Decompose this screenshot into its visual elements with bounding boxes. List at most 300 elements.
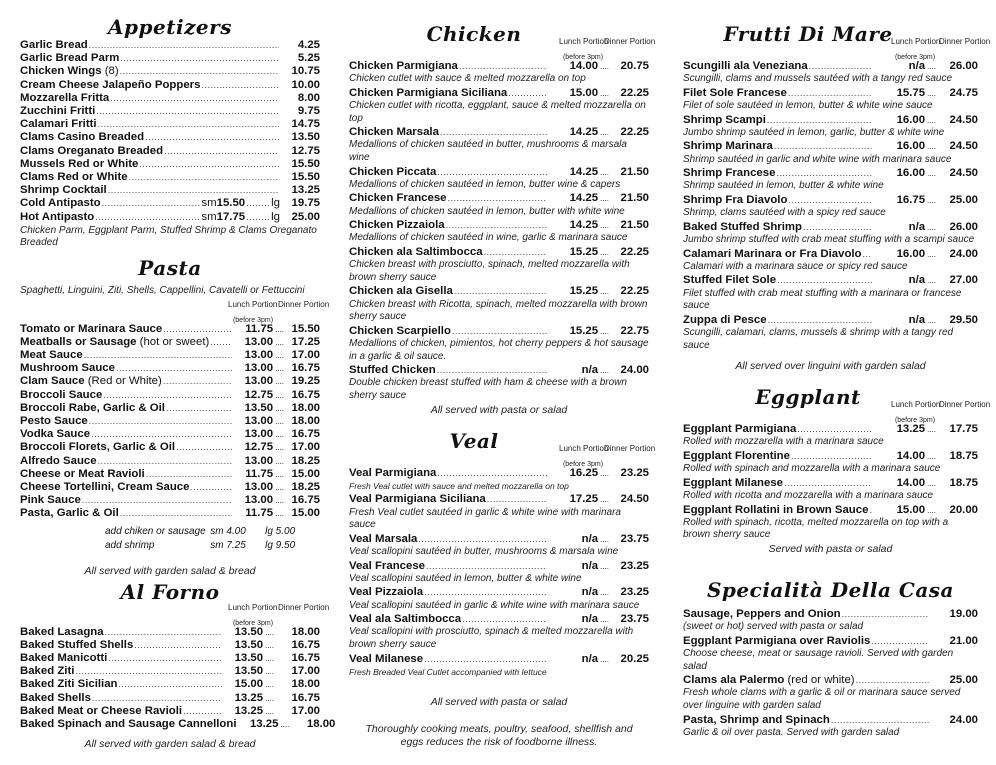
item-name: Veal Pizzaiola <box>349 586 424 599</box>
menu-item <box>20 441 320 454</box>
frutti-list <box>683 60 978 352</box>
price-separator: .... <box>265 667 274 677</box>
item-name: Chicken Parmigiana <box>349 60 458 72</box>
menu-item <box>20 92 320 105</box>
leader-dots <box>809 60 872 73</box>
item-price: 13.25 <box>291 184 320 197</box>
eggplant-title: Eggplant <box>755 385 861 410</box>
item-price: 10.00 <box>291 78 320 91</box>
lunch-price: 13.25 <box>249 718 279 731</box>
leader-dots <box>176 441 232 454</box>
menu-item <box>683 314 978 327</box>
specialita-title: Specialità Della Casa <box>706 577 955 602</box>
item-price <box>233 349 320 362</box>
food-safety-warning: Thoroughly cooking meats, poultry, seafood, shellfish and eggs reduces the risk of foodborne illness. <box>365 723 633 749</box>
item-description: Veal scallopini sautéed in garlic & white wine with marinara sauce <box>349 599 640 611</box>
lunch-price: 13.50 <box>234 625 264 638</box>
leader-dots <box>163 375 232 388</box>
price-separator: .... <box>275 377 284 387</box>
appetizers-list <box>20 39 320 197</box>
price-separator: .... <box>275 390 284 400</box>
menu-item <box>20 494 320 507</box>
leader-dots <box>89 415 232 428</box>
menu-item <box>349 285 649 298</box>
leader-dots <box>462 613 547 626</box>
veal-portion-header: Lunch Portion Dinner Portion (before 3pm) <box>559 443 656 468</box>
item-name: Shrimp Cocktail <box>20 184 107 197</box>
price-separator: .... <box>600 326 609 336</box>
item-price <box>548 533 649 546</box>
leader-dots <box>768 314 873 327</box>
item-description: Rolled with spinach, ricotta, melted mozzarella on top with a brown sherry sauce <box>683 516 949 541</box>
item-price <box>873 450 978 463</box>
price-separator: .... <box>927 425 936 435</box>
dinner-price: 26.00 <box>949 60 978 72</box>
leader-dots <box>118 678 222 691</box>
menu-item <box>20 39 320 52</box>
item-price <box>873 248 978 261</box>
item-name-note: (red or white) <box>784 674 855 687</box>
leader-dots <box>452 325 547 338</box>
leader-dots <box>96 105 279 118</box>
dinner-price: 29.50 <box>949 313 978 326</box>
item-price <box>233 455 320 468</box>
dinner-price: 21.50 <box>620 192 649 205</box>
item-price <box>548 219 649 232</box>
lunch-price: 13.00 <box>244 494 274 507</box>
item-name: Chicken ala Saltimbocca <box>349 245 483 258</box>
eggplant-portion-header: Lunch Portion Dinner Portion (before 3pm) <box>891 400 991 425</box>
menu-item <box>20 79 320 92</box>
item-description: Chicken cutlet with sauce & melted mozzarella on top <box>349 73 586 85</box>
leader-dots <box>418 533 547 546</box>
item-description: Veal scallopini sautéed in butter, mushrooms & marsala wine <box>349 545 619 557</box>
eggplant-list <box>683 423 978 542</box>
price-separator: .... <box>600 167 609 177</box>
item-name: Zuppa di Pesce <box>683 313 767 326</box>
dinner-price: 25.00 <box>949 193 978 206</box>
dinner-price: 18.00 <box>291 401 320 414</box>
menu-item <box>683 87 978 100</box>
leader-dots <box>437 364 547 377</box>
menu-item <box>20 639 320 652</box>
dinner-price: 21.50 <box>620 219 649 232</box>
menu-item <box>20 105 320 118</box>
item-name: Alfredo Sauce <box>20 454 97 467</box>
leader-dots <box>446 219 548 232</box>
price-separator: .... <box>600 247 609 257</box>
price-separator: .... <box>927 142 936 152</box>
price-separator: .... <box>275 403 284 413</box>
leader-dots <box>134 639 222 652</box>
alforno-list <box>20 625 336 732</box>
item-name: Chicken Piccata <box>349 165 437 178</box>
item-price: 8.00 <box>297 91 320 104</box>
leader-dots <box>487 493 547 506</box>
chicken-title: Chicken <box>426 22 522 46</box>
menu-item <box>20 184 320 197</box>
price-separator: .... <box>927 276 936 286</box>
dinner-price: 20.00 <box>949 503 978 516</box>
item-description: Shrimp, clams sautéed with a spicy red sauce <box>683 207 886 219</box>
price-separator: .... <box>927 478 936 488</box>
dinner-price: 16.75 <box>291 638 320 651</box>
menu-item <box>20 131 320 144</box>
menu-item <box>20 171 320 184</box>
leader-dots <box>856 674 929 687</box>
item-name: Veal Marsala <box>349 532 418 545</box>
hot-antipasto-item: Hot Antipasto ..... sm 17.75 ..... lg 25.00 <box>20 211 320 224</box>
menu-item <box>683 194 978 207</box>
menu-item <box>683 450 978 463</box>
lunch-price: 13.00 <box>244 481 274 494</box>
lunch-price: 12.75 <box>244 441 274 454</box>
dinner-price: 24.50 <box>949 113 978 126</box>
dinner-price: 16.75 <box>291 494 320 507</box>
leader-dots <box>484 246 548 259</box>
lunch-price: 16.00 <box>896 140 926 153</box>
price-separator: .... <box>280 720 290 730</box>
lunch-price: 15.00 <box>896 503 926 516</box>
dinner-price: 18.00 <box>306 718 336 731</box>
veal-list <box>349 467 649 679</box>
item-price <box>548 325 649 338</box>
price-separator: .... <box>275 417 284 427</box>
item-description: Fresh whole clams with a garlic & oil or marinara sauce served over linguine with garden salad <box>683 687 961 711</box>
menu-item <box>20 402 320 415</box>
price-separator: .... <box>275 509 284 519</box>
addon-lg-price: lg 5.00 <box>265 525 296 537</box>
menu-item <box>683 274 978 287</box>
lunch-price: n/a <box>581 613 599 626</box>
item-description: Medallions of chicken sautéed in wine, garlic & marinara sauce <box>349 232 628 244</box>
leader-dots <box>777 274 872 287</box>
pasta-note: All served with garden salad & bread <box>84 564 256 577</box>
menu-item <box>683 114 978 127</box>
price-separator: .... <box>600 221 609 231</box>
dinner-price: 22.25 <box>620 126 649 139</box>
dinner-price: 19.25 <box>291 375 320 388</box>
item-description: Fresh Veal cutlet sautéed in garlic & white wine with marinara sauce <box>349 506 621 531</box>
leader-dots <box>424 653 547 666</box>
price-separator: .... <box>265 640 274 650</box>
item-price <box>548 192 649 205</box>
price-separator: .... <box>927 249 936 259</box>
price-separator: .... <box>600 561 609 571</box>
lunch-price: 11.75 <box>245 507 274 520</box>
item-name: Baked Ziti <box>20 665 75 678</box>
dinner-price: 24.75 <box>949 86 978 99</box>
item-price: 12.75 <box>291 144 320 157</box>
item-price <box>548 87 649 100</box>
item-name: Veal ala Saltimbocca <box>349 613 462 626</box>
leader-dots <box>183 705 222 718</box>
dinner-price: 24.00 <box>620 364 649 377</box>
item-price <box>233 389 320 402</box>
item-description: Medallions of chicken sautéed in lemon, butter with white wine <box>349 205 625 217</box>
menu-item <box>349 325 649 338</box>
alforno-note: All served with garden salad & bread <box>84 738 256 751</box>
item-description: Chicken breast with Ricotta, spinach, melted mozzarella with brown sherry sauce <box>349 298 648 323</box>
addon-label: add shrimp <box>105 539 155 551</box>
dinner-price: 18.75 <box>949 476 978 489</box>
leader-dots <box>863 248 873 261</box>
item-price: 21.00 <box>949 634 978 647</box>
item-price: 5.25 <box>297 52 320 65</box>
dinner-price: 18.25 <box>291 481 320 494</box>
item-price <box>233 507 320 520</box>
leader-dots <box>116 362 232 375</box>
menu-item <box>349 87 649 100</box>
price-separator: .... <box>275 364 284 374</box>
leader-dots <box>842 608 929 621</box>
menu-item <box>349 613 649 626</box>
item-price <box>873 314 978 327</box>
item-name: Veal Parmigiana Siciliana <box>349 493 486 506</box>
menu-item <box>349 364 649 377</box>
frutti-title: Frutti Di Mare <box>723 22 893 46</box>
item-name: Tomato or Marinara Sauce <box>20 322 163 335</box>
item-name: Clams Oreganato Breaded <box>20 144 164 157</box>
menu-item <box>683 608 978 621</box>
addon-sm-price: sm 7.25 <box>210 539 246 551</box>
item-name: Clams Casino Breaded <box>20 131 145 144</box>
lunch-price: 13.50 <box>244 401 274 414</box>
dinner-price: 24.50 <box>620 493 649 506</box>
item-price <box>873 114 978 127</box>
lunch-price: 13.00 <box>244 335 274 348</box>
column-middle <box>349 0 656 749</box>
item-price <box>548 246 649 259</box>
lunch-price: 16.00 <box>896 167 926 180</box>
item-price: 24.00 <box>949 713 978 726</box>
item-description: Chicken breast with prosciutto, spinach, melted mozzarella with brown sherry sauce <box>349 259 630 283</box>
menu-item <box>683 674 978 687</box>
item-price <box>223 639 320 652</box>
item-description: Rolled with spinach and mozzarella with a marinara sauce <box>683 463 941 475</box>
item-price <box>233 494 320 507</box>
menu-item <box>20 375 320 388</box>
menu-item <box>20 349 320 362</box>
item-name: Clam Sauce (Red or White) <box>20 375 162 388</box>
lunch-price: 15.00 <box>569 86 599 99</box>
price-separator: .... <box>275 469 284 479</box>
item-name: Shrimp Scampi <box>683 113 766 126</box>
item-name: Cream Cheese Jalapeño Poppers <box>20 78 201 91</box>
leader-dots <box>440 126 547 139</box>
leader-dots <box>791 450 872 463</box>
lunch-price: 14.25 <box>569 165 599 178</box>
item-name: Stuffed Filet Sole <box>683 274 777 287</box>
dinner-price: 16.75 <box>291 691 320 704</box>
item-name: Eggplant Parmigiana over Raviolis <box>683 634 871 647</box>
item-description: Veal scallopini sautéed in lemon, butter & white wine <box>349 572 582 584</box>
dinner-price: 20.25 <box>620 652 649 665</box>
item-price <box>548 166 649 179</box>
lunch-price: 12.75 <box>244 388 274 401</box>
veal-title: Veal <box>449 428 499 453</box>
menu-item <box>20 65 320 78</box>
dinner-price: 23.75 <box>620 613 649 626</box>
item-description: Garlic & oil over pasta. Served with garden salad <box>683 726 900 738</box>
item-name: Shrimp Marinara <box>683 140 773 153</box>
leader-dots <box>788 87 872 100</box>
item-name: Baked Meat or Cheese Ravioli <box>20 704 183 717</box>
leader-dots <box>98 455 233 468</box>
item-description: Calamari with a marinara sauce or spicy red sauce <box>683 260 908 272</box>
item-price: 13.50 <box>291 131 320 144</box>
menu-item <box>20 52 320 65</box>
item-price <box>238 718 335 731</box>
price-separator: .... <box>927 222 936 232</box>
leader-dots <box>91 428 232 441</box>
price-separator: .... <box>600 495 609 505</box>
price-separator: .... <box>265 706 274 716</box>
item-price <box>548 653 649 666</box>
price-separator: .... <box>265 693 274 703</box>
menu-item <box>349 586 649 599</box>
lunch-price: 15.25 <box>569 285 599 298</box>
item-name: Cheese Tortellini, Cream Sauce <box>20 481 190 494</box>
leader-dots <box>110 92 279 105</box>
item-name: Veal Francese <box>349 559 425 572</box>
menu-item <box>20 428 320 441</box>
price-separator: .... <box>275 351 284 361</box>
leader-dots <box>424 586 547 599</box>
item-description: (sweet or hot) served with pasta or salad <box>683 621 864 633</box>
menu-item <box>20 389 320 402</box>
dinner-price: 17.00 <box>291 441 320 454</box>
price-separator: .... <box>275 324 284 334</box>
item-price <box>873 274 978 287</box>
lunch-price: 15.75 <box>896 86 926 99</box>
menu-item <box>683 248 978 261</box>
item-description: Shrimp sautéed in garlic and white wine with marinara sauce <box>683 153 952 165</box>
lunch-price: n/a <box>581 586 599 599</box>
item-price <box>233 428 320 441</box>
dinner-price: 16.75 <box>291 362 320 375</box>
lunch-price: 13.25 <box>234 691 264 704</box>
item-name: Broccoli Sauce <box>20 388 103 401</box>
lunch-price: 13.00 <box>244 375 274 388</box>
item-name: Pesto Sauce <box>20 415 88 428</box>
price-separator: .... <box>927 115 936 125</box>
menu-item <box>683 140 978 153</box>
menu-item <box>20 507 320 520</box>
item-name: Chicken ala Gisella <box>349 285 453 298</box>
item-description: Fresh Breaded Veal Cutlet accompanied with lettuce <box>349 666 547 677</box>
alforno-portion-header: Lunch Portion Dinner Portion (before 3pm) <box>228 602 330 627</box>
item-description: Veal scallopini with prosciutto, spinach & melted mozzarella with brown sherry sauce <box>349 626 634 650</box>
lunch-price: 11.75 <box>245 322 274 335</box>
dinner-price: 21.50 <box>620 165 649 178</box>
menu-item <box>20 118 320 131</box>
leader-dots <box>120 65 279 78</box>
item-name: Chicken Marsala <box>349 126 439 139</box>
menu-item <box>20 362 320 375</box>
lunch-price: 17.25 <box>569 493 599 506</box>
item-name: Broccoli Florets, Garlic & Oil <box>20 441 176 454</box>
dinner-price: 17.00 <box>291 349 320 362</box>
item-price <box>223 678 320 691</box>
item-price <box>873 167 978 180</box>
dinner-price: 23.75 <box>620 532 649 545</box>
item-price: 25.00 <box>949 674 978 687</box>
lunch-price: 14.00 <box>896 476 926 489</box>
item-name: Mussels Red or White <box>20 157 139 170</box>
item-description: Double chicken breast stuffed with ham & cheese with a brown sherry sauce <box>349 377 627 401</box>
leader-dots <box>164 145 279 158</box>
item-name: Garlic Bread <box>20 39 88 51</box>
dinner-price: 20.75 <box>620 60 649 72</box>
item-name: Chicken Wings (8) <box>20 65 119 78</box>
lunch-price: n/a <box>908 220 926 233</box>
dinner-price: 17.00 <box>291 665 320 678</box>
item-description: Medallions of chicken sautéed in lemon, butter wine & capers <box>349 178 621 190</box>
item-price <box>548 364 649 377</box>
item-description: Choose cheese, meat or sausage ravioli. Served with garden salad <box>683 647 954 672</box>
leader-dots <box>120 507 232 520</box>
leader-dots <box>89 39 279 52</box>
lunch-price: 14.00 <box>896 449 926 462</box>
alforno-title: Al Forno <box>120 579 220 604</box>
leader-dots <box>788 194 872 207</box>
dinner-price: 16.75 <box>291 428 320 441</box>
item-name: Scungilli ala Veneziana <box>683 60 808 72</box>
dinner-price: 22.25 <box>620 245 649 258</box>
leader-dots <box>129 171 279 184</box>
menu-item <box>683 504 978 517</box>
item-price <box>223 705 320 718</box>
dinner-price: 24.50 <box>949 167 978 180</box>
dinner-price: 22.75 <box>620 324 649 337</box>
item-name: Baked Stuffed Shells <box>20 638 134 651</box>
menu-item <box>349 560 649 573</box>
item-name: Chicken Francese <box>349 192 447 205</box>
leader-dots <box>784 477 872 490</box>
price-separator: .... <box>927 88 936 98</box>
chicken-portion-header: Lunch Portion Dinner Portion (before 3pm) <box>559 37 656 61</box>
chicken-list <box>349 60 649 403</box>
dinner-price: 22.25 <box>620 86 649 99</box>
lunch-price: 15.25 <box>569 324 599 337</box>
lunch-price: 13.00 <box>244 415 274 428</box>
addon-row <box>105 539 320 553</box>
price-separator: .... <box>600 654 609 664</box>
item-name: Calamari Fritti <box>20 118 97 131</box>
lunch-price: n/a <box>581 364 599 377</box>
item-price <box>548 126 649 139</box>
lunch-price: 16.00 <box>896 113 926 126</box>
item-price: 15.50 <box>291 157 320 170</box>
item-name: Sausage, Peppers and Onion <box>683 607 841 620</box>
leader-dots <box>84 349 232 362</box>
leader-dots <box>831 714 929 727</box>
leader-dots <box>108 652 222 665</box>
item-description: Scungilli, calamari, clams, mussels & shrimp with a tangy red sauce <box>683 326 954 351</box>
pasta-portion-header: Lunch Portion Dinner Portion (before 3pm) <box>228 299 330 324</box>
item-price <box>233 441 320 454</box>
item-price: 14.75 <box>291 118 320 131</box>
menu-item <box>20 665 320 678</box>
leader-dots <box>98 118 279 131</box>
item-price <box>873 87 978 100</box>
price-separator: .... <box>600 534 609 544</box>
price-separator: .... <box>275 443 284 453</box>
menu-item <box>349 219 649 232</box>
price-separator: .... <box>600 287 609 297</box>
appetizers-title: Appetizers <box>108 15 232 39</box>
